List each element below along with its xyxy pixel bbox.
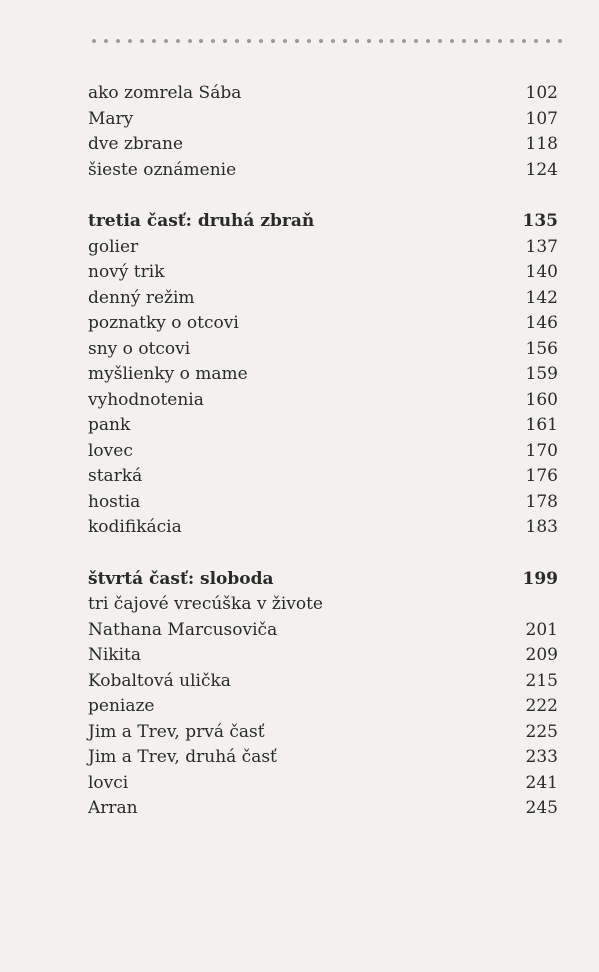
dot bbox=[176, 39, 180, 43]
toc-entry-page: 107 bbox=[525, 108, 558, 129]
toc-entry-title: peniaze bbox=[88, 696, 155, 716]
dot bbox=[498, 39, 502, 43]
toc-entry-title: sny o otcovi bbox=[88, 338, 191, 359]
dot bbox=[199, 39, 203, 43]
toc-entry-page: 225 bbox=[525, 721, 558, 742]
toc-entry-title: Nikita bbox=[88, 645, 142, 665]
toc-entry bbox=[88, 362, 558, 388]
toc-entry-page: 156 bbox=[525, 338, 558, 359]
toc-entry bbox=[88, 771, 558, 797]
toc-entry-title: Jim a Trev, druhá časť bbox=[88, 747, 277, 767]
section-gap bbox=[88, 541, 558, 567]
section-gap bbox=[88, 183, 558, 209]
toc-entry-title: Nathana Marcusoviča bbox=[88, 619, 278, 640]
toc-entry bbox=[88, 158, 558, 184]
toc-entry-page: 118 bbox=[525, 134, 558, 154]
toc-entry-page: 137 bbox=[525, 236, 558, 257]
dot bbox=[271, 39, 275, 43]
dot bbox=[116, 39, 120, 43]
toc-entry bbox=[88, 337, 558, 363]
dot bbox=[438, 39, 442, 43]
dot bbox=[307, 39, 311, 43]
dot bbox=[462, 39, 466, 43]
toc-entry-title: starká bbox=[88, 466, 143, 486]
dot bbox=[235, 39, 239, 43]
dot bbox=[128, 39, 132, 43]
toc-part-page: 199 bbox=[522, 568, 558, 589]
toc-entry bbox=[88, 439, 558, 465]
toc-entry bbox=[88, 388, 558, 414]
toc-entry-page: 209 bbox=[525, 645, 558, 665]
toc-entry-page: 159 bbox=[525, 364, 558, 384]
dot bbox=[558, 39, 562, 43]
dot bbox=[152, 39, 156, 43]
dot bbox=[390, 39, 394, 43]
toc-entry-title: poznatky o otcovi bbox=[88, 313, 239, 333]
toc-entry-title: lovci bbox=[88, 772, 129, 793]
toc-entry-title: Mary bbox=[88, 108, 134, 129]
dot bbox=[295, 39, 299, 43]
dot bbox=[104, 39, 108, 43]
toc-entry-page: 178 bbox=[525, 491, 558, 512]
toc-entry-page: 245 bbox=[525, 798, 558, 818]
toc-entry-title: myšlienky o mame bbox=[88, 364, 248, 384]
toc-entry bbox=[88, 311, 558, 337]
dot bbox=[343, 39, 347, 43]
dotted-rule bbox=[92, 36, 562, 46]
dot bbox=[211, 39, 215, 43]
dot bbox=[450, 39, 454, 43]
dot bbox=[486, 39, 490, 43]
dot bbox=[414, 39, 418, 43]
dot bbox=[534, 39, 538, 43]
dot bbox=[188, 39, 192, 43]
toc-entry-page: 146 bbox=[525, 313, 558, 333]
toc-entry-title: pank bbox=[88, 415, 131, 435]
toc-entry bbox=[88, 464, 558, 490]
toc-entry bbox=[88, 515, 558, 541]
dot bbox=[426, 39, 430, 43]
toc-entry bbox=[88, 107, 558, 133]
dot bbox=[546, 39, 550, 43]
dot bbox=[223, 39, 227, 43]
toc-entry-title: ako zomrela Sába bbox=[88, 83, 242, 103]
dot bbox=[379, 39, 383, 43]
toc-entry bbox=[88, 286, 558, 312]
dot bbox=[92, 39, 96, 43]
toc-entry-page: 241 bbox=[525, 772, 558, 793]
toc-entry-title: dve zbrane bbox=[88, 134, 184, 154]
toc-entry-title: kodifikácia bbox=[88, 517, 182, 537]
toc-entry-title: nový trik bbox=[88, 262, 165, 282]
dot bbox=[510, 39, 514, 43]
toc-entry-page: 124 bbox=[525, 159, 558, 180]
toc-entry-page: 142 bbox=[525, 287, 558, 308]
toc-entry-title: Arran bbox=[88, 798, 138, 818]
toc-entry-page: 222 bbox=[525, 696, 558, 716]
toc-part-title: štvrtá časť: sloboda bbox=[88, 568, 274, 589]
dot bbox=[283, 39, 287, 43]
dot bbox=[164, 39, 168, 43]
toc-part-page: 135 bbox=[522, 211, 558, 231]
toc-entry-title: vyhodnotenia bbox=[88, 389, 204, 410]
dot bbox=[355, 39, 359, 43]
toc-entry-page: 160 bbox=[525, 389, 558, 410]
toc-entry-page: 215 bbox=[525, 670, 558, 691]
toc-entry-title: lovec bbox=[88, 440, 133, 461]
toc-entry-title: golier bbox=[88, 236, 139, 257]
toc-entry-page: 183 bbox=[525, 517, 558, 537]
dot bbox=[331, 39, 335, 43]
toc-entry bbox=[88, 618, 558, 644]
dot bbox=[259, 39, 263, 43]
dot bbox=[319, 39, 323, 43]
toc-entry-page: 176 bbox=[525, 466, 558, 486]
dot bbox=[522, 39, 526, 43]
toc-part-heading bbox=[88, 209, 558, 235]
dot bbox=[140, 39, 144, 43]
dot bbox=[367, 39, 371, 43]
toc-entry-title: tri čajové vrecúška v živote bbox=[88, 594, 323, 614]
toc-entry bbox=[88, 260, 558, 286]
toc-entry-title: hostia bbox=[88, 491, 141, 512]
toc-entry bbox=[88, 490, 558, 516]
toc-entry-page: 102 bbox=[525, 83, 558, 103]
table-of-contents bbox=[88, 81, 558, 822]
toc-part-heading bbox=[88, 567, 558, 593]
dot bbox=[474, 39, 478, 43]
toc-entry-title: denný režim bbox=[88, 287, 195, 308]
toc-entry bbox=[88, 81, 558, 107]
toc-entry bbox=[88, 720, 558, 746]
toc-entry-page: 170 bbox=[525, 440, 558, 461]
toc-entry bbox=[88, 694, 558, 720]
toc-entry bbox=[88, 796, 558, 822]
toc-entry-page: 140 bbox=[525, 262, 558, 282]
toc-entry bbox=[88, 413, 558, 439]
toc-entry-page: 233 bbox=[525, 747, 558, 767]
toc-entry-page: 201 bbox=[525, 619, 558, 640]
toc-part-title: tretia časť: druhá zbraň bbox=[88, 211, 315, 231]
toc-entry bbox=[88, 592, 558, 618]
toc-entry-page: 161 bbox=[525, 415, 558, 435]
toc-entry-title: Jim a Trev, prvá časť bbox=[88, 721, 265, 742]
toc-entry bbox=[88, 745, 558, 771]
toc-entry bbox=[88, 643, 558, 669]
toc-entry-title: šieste oznámenie bbox=[88, 159, 237, 180]
toc-entry bbox=[88, 235, 558, 261]
dot bbox=[247, 39, 251, 43]
dot bbox=[402, 39, 406, 43]
toc-entry bbox=[88, 132, 558, 158]
toc-entry-title: Kobaltová ulička bbox=[88, 670, 231, 691]
toc-entry bbox=[88, 669, 558, 695]
